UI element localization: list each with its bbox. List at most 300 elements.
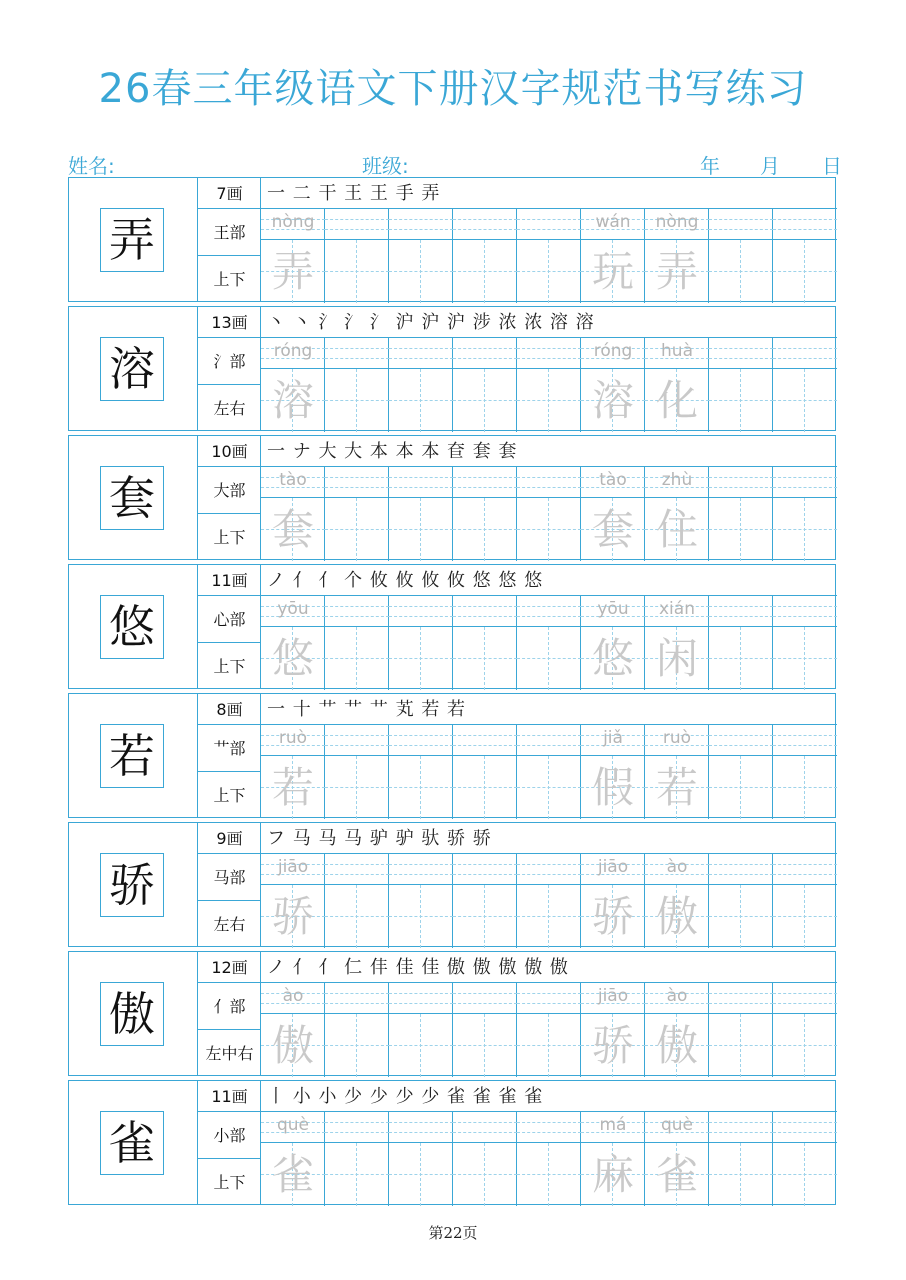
trace-character — [325, 498, 389, 561]
pinyin-band — [453, 467, 517, 498]
pinyin-band — [645, 338, 709, 369]
main-character: 套 — [100, 466, 164, 530]
writing-cell[interactable] — [773, 854, 837, 948]
guide-line — [517, 606, 581, 607]
guide-line — [325, 864, 389, 865]
trace-character — [389, 498, 453, 561]
guide-line — [517, 745, 581, 746]
pinyin-band — [773, 1112, 837, 1143]
trace-character — [453, 885, 517, 948]
writing-cell[interactable] — [325, 983, 389, 1077]
pinyin-band — [517, 1112, 581, 1143]
trace-character — [389, 1014, 453, 1077]
guide-line — [325, 745, 389, 746]
guide-line — [517, 487, 581, 488]
pinyin-text: tào — [599, 470, 627, 490]
trace-character: 套 — [591, 505, 634, 554]
pinyin-band — [773, 983, 837, 1014]
guide-line — [517, 1003, 581, 1004]
pinyin-band — [581, 725, 645, 756]
guide-line — [389, 348, 453, 349]
guide-line — [325, 487, 389, 488]
guide-line — [453, 745, 517, 746]
pinyin-band — [709, 209, 773, 240]
page-number: 第22页 — [428, 1224, 478, 1242]
writing-cell[interactable] — [261, 209, 325, 303]
stroke-count: 7画 — [198, 178, 261, 209]
guide-line — [709, 229, 773, 230]
writing-cell[interactable] — [325, 467, 389, 561]
guide-line — [325, 358, 389, 359]
pinyin-band — [581, 467, 645, 498]
writing-cell[interactable] — [517, 338, 581, 432]
trace-character: 假 — [591, 763, 634, 812]
guide-line — [325, 1122, 389, 1123]
guide-line — [773, 358, 837, 359]
radical: 亻部 — [198, 983, 261, 1030]
class-label: 班级: — [362, 154, 409, 178]
day-label: 日 — [822, 154, 842, 178]
writing-cell[interactable] — [645, 338, 709, 432]
writing-cell[interactable] — [389, 467, 453, 561]
trace-character — [325, 1143, 389, 1206]
guide-line — [709, 487, 773, 488]
guide-line — [517, 1132, 581, 1133]
main-character-cell — [69, 307, 198, 430]
writing-cell[interactable] — [581, 725, 645, 819]
pinyin-text: zhù — [661, 470, 693, 490]
stroke-count: 11画 — [198, 565, 261, 596]
stroke-order: フ 马 马 马 驴 驴 驮 骄 骄 — [261, 823, 837, 854]
guide-line — [389, 874, 453, 875]
writing-cell[interactable] — [709, 1112, 773, 1206]
trace-character: 傲 — [271, 1021, 314, 1070]
trace-character — [773, 756, 837, 819]
writing-cell[interactable] — [389, 596, 453, 690]
pinyin-band — [581, 209, 645, 240]
character-block — [68, 1080, 836, 1205]
writing-cell[interactable] — [389, 983, 453, 1077]
writing-cell[interactable] — [709, 596, 773, 690]
writing-cell[interactable] — [325, 596, 389, 690]
pinyin-band — [325, 596, 389, 627]
writing-cell[interactable] — [325, 854, 389, 948]
writing-cell[interactable] — [581, 854, 645, 948]
pinyin-band — [517, 854, 581, 885]
trace-character — [773, 369, 837, 432]
writing-cell[interactable] — [453, 467, 517, 561]
writing-cell[interactable] — [709, 725, 773, 819]
pinyin-text: ruò — [662, 728, 692, 748]
pinyin-band — [581, 596, 645, 627]
character-info — [198, 436, 261, 559]
guide-line — [709, 993, 773, 994]
trace-character — [517, 498, 581, 561]
pinyin-band — [709, 1112, 773, 1143]
trace-character — [453, 240, 517, 303]
writing-cell[interactable] — [773, 596, 837, 690]
trace-character — [325, 627, 389, 690]
pinyin-band — [773, 467, 837, 498]
guide-line — [517, 1122, 581, 1123]
pinyin-band — [453, 338, 517, 369]
trace-character — [389, 240, 453, 303]
writing-cell[interactable] — [261, 983, 325, 1077]
pinyin-band — [453, 854, 517, 885]
writing-grid — [261, 209, 837, 303]
writing-cell[interactable] — [453, 1112, 517, 1206]
stroke-count: 13画 — [198, 307, 261, 338]
structure: 上下 — [213, 657, 246, 676]
writing-cell[interactable] — [581, 983, 645, 1077]
trace-character — [709, 627, 773, 690]
pinyin-band — [581, 983, 645, 1014]
pinyin-band — [773, 854, 837, 885]
pinyin-band — [517, 983, 581, 1014]
guide-line — [453, 477, 517, 478]
guide-line — [453, 874, 517, 875]
writing-cell[interactable] — [773, 725, 837, 819]
writing-cell[interactable] — [709, 467, 773, 561]
trace-character — [773, 1014, 837, 1077]
writing-cell[interactable] — [709, 209, 773, 303]
writing-cell[interactable] — [581, 467, 645, 561]
writing-cell[interactable] — [325, 1112, 389, 1206]
pinyin-band — [261, 467, 325, 498]
pinyin-band — [645, 596, 709, 627]
writing-cell[interactable] — [261, 725, 325, 819]
guide-line — [709, 606, 773, 607]
trace-character: 弄 — [271, 247, 314, 296]
pinyin-band — [709, 983, 773, 1014]
trace-character — [773, 240, 837, 303]
guide-line — [517, 616, 581, 617]
guide-line — [773, 606, 837, 607]
writing-cell[interactable] — [709, 983, 773, 1077]
trace-character — [389, 1143, 453, 1206]
writing-cell[interactable] — [453, 725, 517, 819]
pinyin-text: xián — [659, 599, 695, 619]
writing-cell[interactable] — [453, 338, 517, 432]
pinyin-band — [453, 596, 517, 627]
pinyin-text: róng — [593, 341, 633, 361]
trace-character: 骄 — [591, 1021, 634, 1070]
trace-character: 弄 — [655, 247, 698, 296]
main-character-cell — [69, 823, 198, 946]
pinyin-band — [261, 725, 325, 756]
writing-cell[interactable] — [325, 209, 389, 303]
pinyin-band — [389, 338, 453, 369]
pinyin-band — [645, 1112, 709, 1143]
trace-character — [389, 885, 453, 948]
character-info — [198, 178, 261, 301]
writing-cell[interactable] — [453, 596, 517, 690]
writing-cell[interactable] — [517, 1112, 581, 1206]
pinyin-band — [325, 983, 389, 1014]
pinyin-text: nòng — [655, 212, 699, 232]
pinyin-band — [645, 983, 709, 1014]
writing-cell[interactable] — [645, 596, 709, 690]
pinyin-text: ào — [282, 986, 304, 1006]
guide-line — [389, 606, 453, 607]
guide-line — [773, 1122, 837, 1123]
guide-line — [709, 477, 773, 478]
writing-cell[interactable] — [581, 596, 645, 690]
guide-line — [325, 477, 389, 478]
writing-cell[interactable] — [389, 209, 453, 303]
trace-character — [325, 1014, 389, 1077]
trace-character — [453, 756, 517, 819]
main-character-cell — [69, 178, 198, 301]
guide-line — [453, 606, 517, 607]
guide-line — [453, 348, 517, 349]
trace-character — [709, 756, 773, 819]
writing-cell[interactable] — [645, 209, 709, 303]
guide-line — [389, 229, 453, 230]
writing-cell[interactable] — [517, 596, 581, 690]
guide-line — [389, 487, 453, 488]
pinyin-band — [389, 983, 453, 1014]
pinyin-band — [645, 209, 709, 240]
guide-line — [389, 993, 453, 994]
trace-character: 溶 — [591, 376, 634, 425]
guide-line — [453, 487, 517, 488]
writing-grid — [261, 725, 837, 819]
main-character: 若 — [100, 724, 164, 788]
trace-character — [709, 1143, 773, 1206]
guide-line — [709, 1003, 773, 1004]
main-character-cell — [69, 952, 198, 1075]
pinyin-band — [517, 725, 581, 756]
trace-character — [773, 498, 837, 561]
trace-character — [453, 498, 517, 561]
pinyin-band — [581, 1112, 645, 1143]
main-character: 雀 — [100, 1111, 164, 1175]
info-bar — [0, 150, 906, 176]
guide-line — [389, 1132, 453, 1133]
trace-character: 化 — [655, 376, 698, 425]
main-character: 弄 — [100, 208, 164, 272]
writing-cell[interactable] — [261, 596, 325, 690]
guide-line — [453, 993, 517, 994]
writing-cell[interactable] — [389, 1112, 453, 1206]
structure: 左右 — [213, 399, 246, 418]
guide-line — [453, 735, 517, 736]
pinyin-text: jiāo — [597, 986, 629, 1006]
trace-character — [709, 1014, 773, 1077]
writing-grid — [261, 467, 837, 561]
writing-cell[interactable] — [389, 338, 453, 432]
writing-cell[interactable] — [773, 209, 837, 303]
character-block — [68, 564, 836, 689]
guide-line — [773, 477, 837, 478]
writing-grid — [261, 983, 837, 1077]
character-block — [68, 177, 836, 302]
pinyin-band — [709, 854, 773, 885]
writing-cell[interactable] — [453, 209, 517, 303]
pinyin-text: tào — [279, 470, 307, 490]
writing-cell[interactable] — [389, 725, 453, 819]
guide-line — [709, 219, 773, 220]
guide-line — [453, 229, 517, 230]
pinyin-band — [325, 338, 389, 369]
writing-cell[interactable] — [645, 1112, 709, 1206]
writing-cell[interactable] — [517, 209, 581, 303]
stroke-order: 一 ナ 大 大 本 本 本 奆 套 套 — [261, 436, 837, 467]
pinyin-band — [261, 854, 325, 885]
guide-line — [773, 864, 837, 865]
guide-line — [773, 993, 837, 994]
character-info — [198, 565, 261, 688]
pinyin-band — [325, 1112, 389, 1143]
guide-line — [325, 1003, 389, 1004]
writing-cell[interactable] — [453, 983, 517, 1077]
stroke-count: 11画 — [198, 1081, 261, 1112]
writing-cell[interactable] — [325, 338, 389, 432]
guide-line — [709, 616, 773, 617]
character-info — [198, 823, 261, 946]
radical: 大部 — [198, 467, 261, 514]
pinyin-band — [325, 854, 389, 885]
writing-cell[interactable] — [581, 1112, 645, 1206]
guide-line — [517, 864, 581, 865]
writing-cell[interactable] — [517, 725, 581, 819]
trace-character: 骄 — [271, 892, 314, 941]
guide-line — [325, 348, 389, 349]
writing-cell[interactable] — [581, 338, 645, 432]
pinyin-text: ào — [666, 986, 688, 1006]
writing-grid — [261, 596, 837, 690]
pinyin-band — [325, 209, 389, 240]
guide-line — [389, 219, 453, 220]
pinyin-text: ào — [666, 857, 688, 877]
writing-cell[interactable] — [453, 854, 517, 948]
writing-cell[interactable] — [261, 854, 325, 948]
trace-character — [453, 1143, 517, 1206]
writing-cell[interactable] — [645, 725, 709, 819]
writing-cell[interactable] — [645, 854, 709, 948]
name-label: 姓名: — [68, 154, 115, 178]
writing-cell[interactable] — [325, 725, 389, 819]
pinyin-band — [773, 209, 837, 240]
writing-cell[interactable] — [773, 1112, 837, 1206]
main-character-cell — [69, 436, 198, 559]
guide-line — [517, 219, 581, 220]
trace-character — [517, 756, 581, 819]
structure: 上下 — [213, 1173, 246, 1192]
trace-character: 闲 — [655, 634, 698, 683]
trace-character: 套 — [271, 505, 314, 554]
pinyin-band — [261, 209, 325, 240]
character-info — [198, 694, 261, 817]
guide-line — [453, 358, 517, 359]
writing-cell[interactable] — [709, 854, 773, 948]
main-character: 傲 — [100, 982, 164, 1046]
month-label: 月 — [760, 154, 780, 178]
writing-cell[interactable] — [517, 467, 581, 561]
writing-cell[interactable] — [261, 338, 325, 432]
radical: 小部 — [198, 1112, 261, 1159]
pinyin-band — [709, 596, 773, 627]
main-character: 骄 — [100, 853, 164, 917]
radical: 王部 — [198, 209, 261, 256]
trace-character — [517, 1143, 581, 1206]
radical: 心部 — [198, 596, 261, 643]
guide-line — [773, 745, 837, 746]
pinyin-band — [645, 725, 709, 756]
trace-character — [517, 885, 581, 948]
writing-cell[interactable] — [389, 854, 453, 948]
writing-cell[interactable] — [517, 983, 581, 1077]
pinyin-band — [453, 1112, 517, 1143]
writing-cell[interactable] — [517, 854, 581, 948]
structure: 左中右 — [205, 1044, 254, 1063]
guide-line — [517, 358, 581, 359]
character-block — [68, 693, 836, 818]
trace-character: 悠 — [591, 634, 634, 683]
guide-line — [773, 219, 837, 220]
stroke-count: 8画 — [198, 694, 261, 725]
guide-line — [389, 735, 453, 736]
stroke-count: 10画 — [198, 436, 261, 467]
guide-line — [325, 229, 389, 230]
guide-line — [517, 348, 581, 349]
character-block — [68, 951, 836, 1076]
trace-character — [517, 240, 581, 303]
guide-line — [325, 735, 389, 736]
guide-line — [773, 616, 837, 617]
writing-grid — [261, 338, 837, 432]
guide-line — [325, 606, 389, 607]
guide-line — [453, 1003, 517, 1004]
writing-cell[interactable] — [261, 1112, 325, 1206]
writing-cell[interactable] — [645, 983, 709, 1077]
writing-cell[interactable] — [773, 983, 837, 1077]
pinyin-band — [773, 725, 837, 756]
guide-line — [389, 864, 453, 865]
pinyin-text: jiǎ — [603, 728, 623, 748]
pinyin-band — [581, 338, 645, 369]
pinyin-band — [325, 467, 389, 498]
writing-cell[interactable] — [773, 338, 837, 432]
guide-line — [389, 1003, 453, 1004]
trace-character: 悠 — [271, 634, 314, 683]
writing-cell[interactable] — [261, 467, 325, 561]
writing-grid — [261, 1112, 837, 1206]
pinyin-band — [261, 596, 325, 627]
stroke-order: 一 十 艹 艹 艹 芄 若 若 — [261, 694, 837, 725]
guide-line — [325, 1132, 389, 1133]
writing-cell[interactable] — [581, 209, 645, 303]
main-character: 溶 — [100, 337, 164, 401]
guide-line — [453, 864, 517, 865]
pinyin-band — [709, 338, 773, 369]
trace-character: 雀 — [271, 1150, 314, 1199]
main-character-cell — [69, 694, 198, 817]
writing-cell[interactable] — [645, 467, 709, 561]
pinyin-band — [517, 338, 581, 369]
writing-cell[interactable] — [709, 338, 773, 432]
guide-line — [709, 735, 773, 736]
pinyin-band — [709, 725, 773, 756]
pinyin-text: jiāo — [597, 857, 629, 877]
pinyin-band — [389, 1112, 453, 1143]
writing-cell[interactable] — [773, 467, 837, 561]
guide-line — [325, 874, 389, 875]
pinyin-text: nòng — [271, 212, 315, 232]
trace-character — [517, 1014, 581, 1077]
trace-character — [709, 240, 773, 303]
